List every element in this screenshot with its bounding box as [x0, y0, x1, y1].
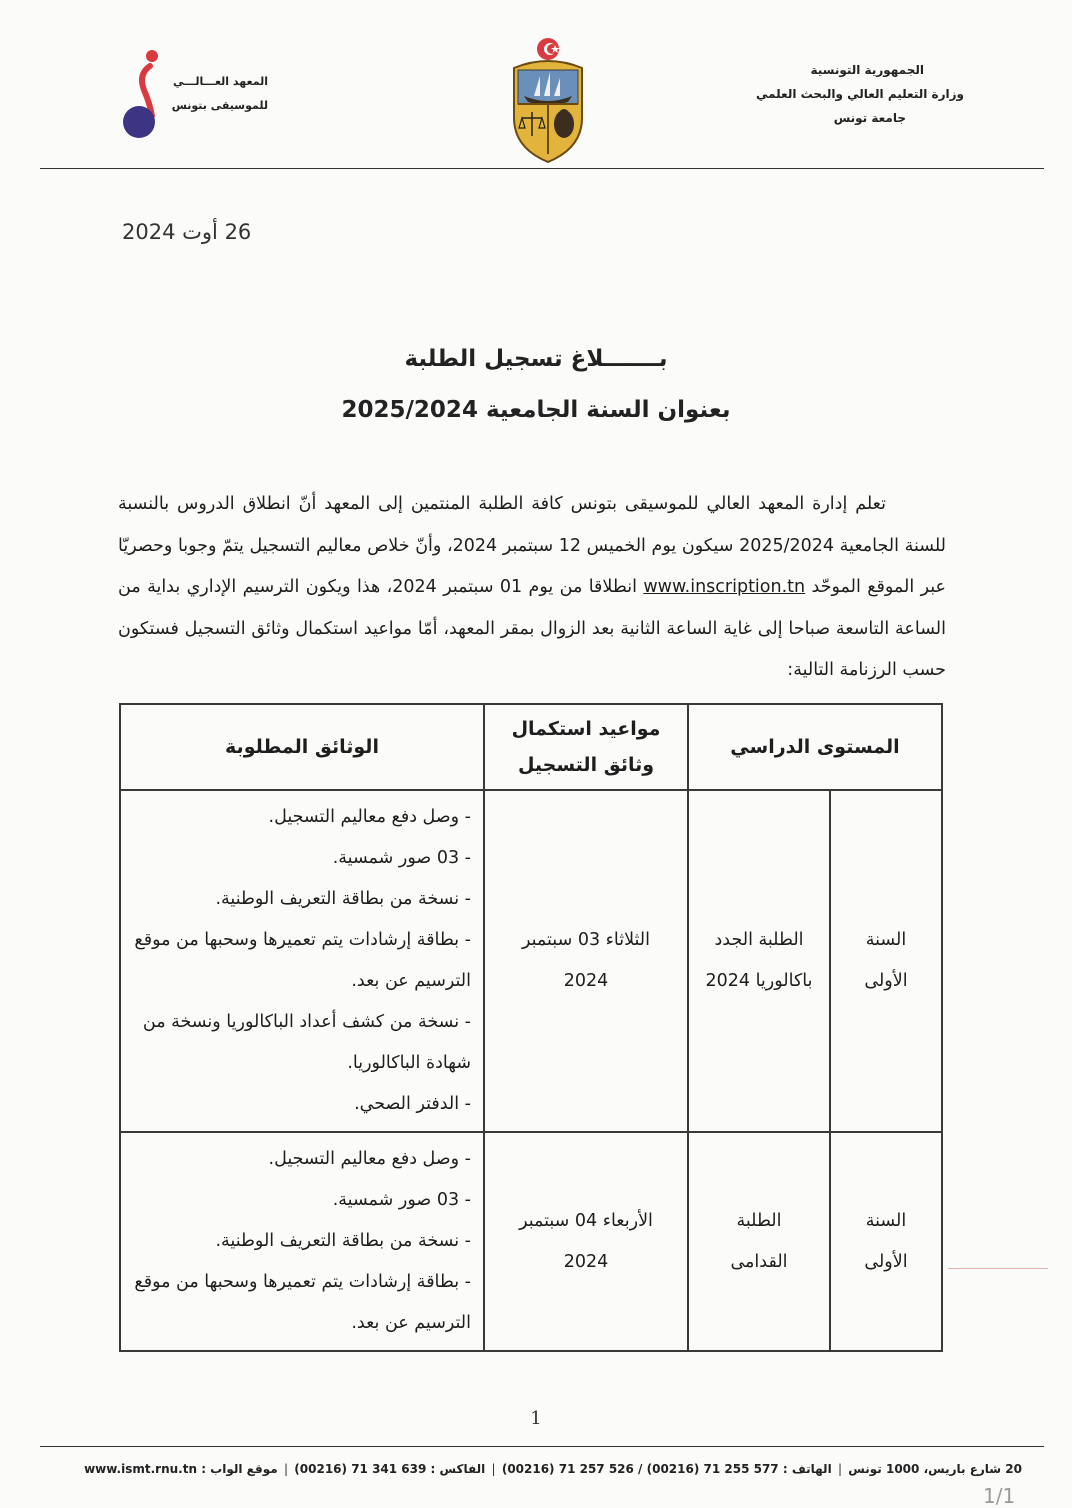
header-divider: [40, 168, 1044, 169]
page-number: 1: [530, 1408, 542, 1429]
ministry-name: وزارة التعليم العالي والبحث العلمي: [755, 87, 964, 101]
republic-name: الجمهورية التونسية: [810, 63, 924, 77]
group-cell: الطلبة الجدد باكالوريا 2024: [688, 790, 830, 1132]
documents-cell: [120, 1132, 484, 1351]
list-item: - بطاقة إرشادات يتم تعميرها وسحبها من موقع الترسيم عن بعد.: [134, 930, 471, 991]
list-item: - الدفتر الصحي.: [354, 1094, 471, 1114]
document-subtitle: بعنوان السنة الجامعية 2025/2024: [341, 397, 731, 423]
tunisia-coat-of-arms-icon: [508, 36, 588, 164]
website-link[interactable]: www.ismt.rnu.tn: [84, 1462, 198, 1476]
date-cell: الأربعاء 04 سبتمبر 2024: [484, 1132, 688, 1351]
list-item: - 03 صور شمسية.: [332, 1190, 471, 1210]
header-dates: مواعيد استكمال وثائق التسجيل: [484, 704, 688, 790]
inscription-link[interactable]: www.inscription.tn: [643, 577, 806, 597]
list-item: - نسخة من بطاقة التعريف الوطنية.: [215, 889, 471, 909]
list-item: - وصل دفع معاليم التسجيل.: [268, 1149, 471, 1169]
footer-phone: الهاتف : (00216) 71 257 526 / (00216) 71 255 577: [501, 1462, 832, 1476]
table-row: [120, 1132, 942, 1351]
documents-cell: [120, 790, 484, 1132]
institute-name-line2: للموسيقى بتونس: [171, 99, 268, 112]
scan-mark: [948, 1268, 1048, 1269]
university-name: جامعة تونس: [833, 111, 906, 125]
footer-website: موقع الواب : www.ismt.rnu.tn: [84, 1462, 278, 1476]
footer-fax: الفاكس : (00216) 71 341 639: [294, 1462, 486, 1476]
table-row: [120, 790, 942, 1132]
document-title: بـــــــلاغ تسجيل الطلبة: [404, 346, 668, 372]
year-cell: السنة الأولى: [830, 790, 942, 1132]
registration-schedule-table: [119, 703, 943, 1352]
page-counter: 1/1: [983, 1484, 1016, 1508]
paragraph-text-start: تعلم إدارة المعهد العالي للموسيقى بتونس كافة الطلبة المنتمين إلى المعهد أنّ انطلاق الدروس بالنسبة للسنة الجامعية 2025/2024 سيكون يوم الخميس 12 سبتمبر 2024، وأنّ خلاص معاليم التسجيل يتمّ وجوبا وحصريّا عبر الموقع الموحّد: [118, 494, 947, 597]
paragraph-text-end: انطلاقا من يوم 01 سبتمبر 2024، هذا ويكون الترسيم الإداري بداية من الساعة التاسعة صباحا إلى غاية الساعة الثانية بعد الزوال بمقر المعهد، أمّا مواعيد استكمال وثائق التسجيل فستكون حسب الرزنامة التالية:: [118, 577, 946, 680]
year-cell: السنة الأولى: [830, 1132, 942, 1351]
list-item: - 03 صور شمسية.: [332, 848, 471, 868]
ismt-logo-icon: [120, 46, 175, 146]
list-item: - وصل دفع معاليم التسجيل.: [268, 807, 471, 827]
header-level: المستوى الدراسي: [688, 704, 942, 790]
footer: 20 شارع باريس، 1000 تونس | الهاتف : (00216) 71 257 526 / (00216) 71 255 577 | الفاكس : (00216) 71 341 639 | موقع الواب : www.ismt.rnu.tn: [84, 1462, 1022, 1476]
government-header: [704, 58, 964, 130]
group-cell: الطلبة القدامى: [688, 1132, 830, 1351]
header-documents: الوثائق المطلوبة: [120, 704, 484, 790]
list-item: - نسخة من كشف أعداد الباكالوريا ونسخة من شهادة الباكالوريا.: [142, 1012, 471, 1073]
table-header-row: [120, 704, 942, 790]
announcement-paragraph: [118, 484, 946, 692]
institute-header: [120, 46, 280, 146]
document-date: 26 أوت 2024: [122, 220, 252, 244]
date-cell: الثلاثاء 03 سبتمبر 2024: [484, 790, 688, 1132]
list-item: - بطاقة إرشادات يتم تعميرها وسحبها من موقع الترسيم عن بعد.: [134, 1272, 471, 1333]
list-item: - نسخة من بطاقة التعريف الوطنية.: [215, 1231, 471, 1251]
footer-address: 20 شارع باريس، 1000 تونس: [848, 1462, 1022, 1476]
institute-name-line1: المعهد العـــالـــي: [173, 75, 268, 88]
footer-divider: [40, 1446, 1044, 1447]
